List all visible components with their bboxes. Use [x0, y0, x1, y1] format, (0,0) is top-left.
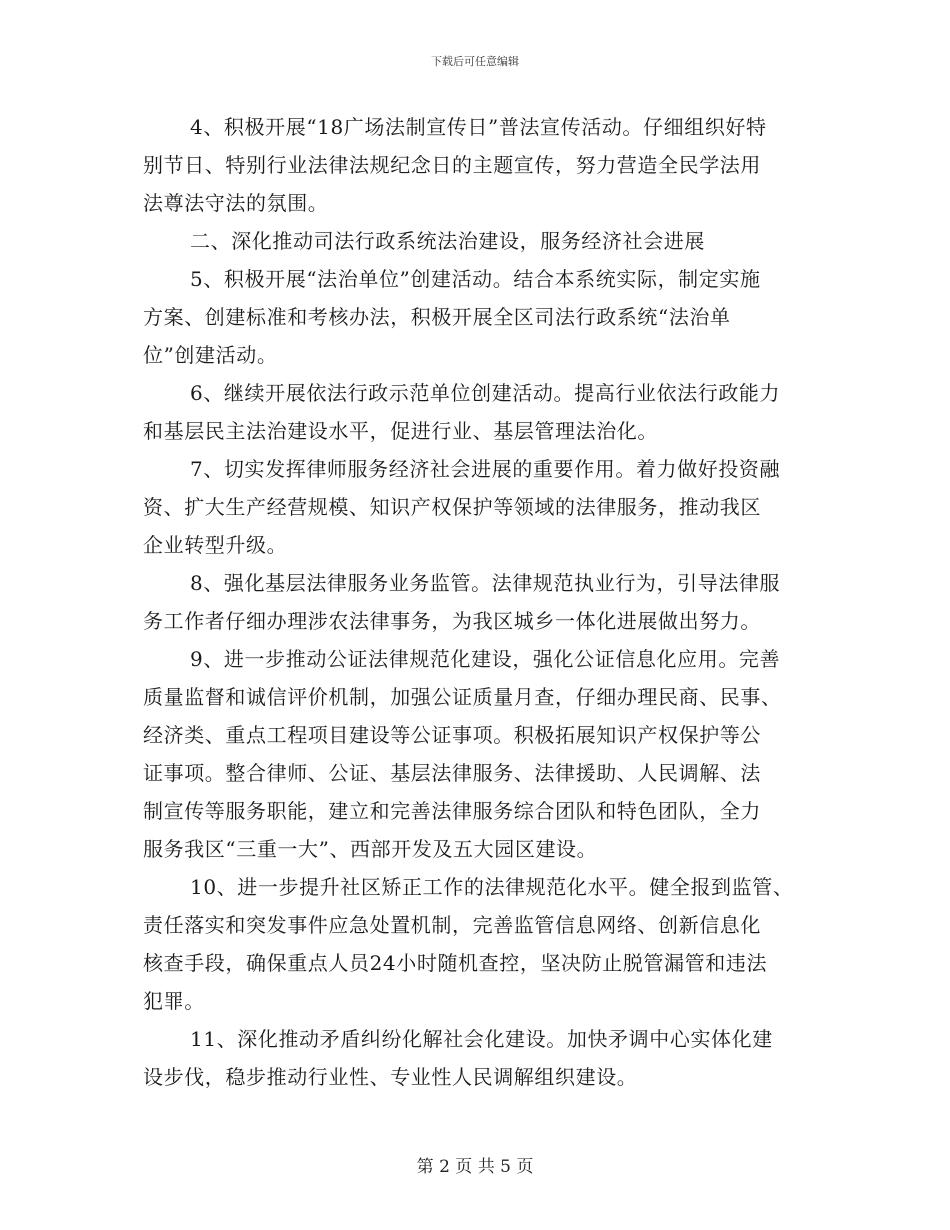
text-line: 质量监督和诚信评价机制，加强公证质量月查，仔细办理民商、民事、 [143, 685, 782, 709]
text-line: 法尊法守法的氛围。 [143, 191, 329, 215]
page-number: 第 2 页 共 5 页 [416, 1157, 534, 1177]
text-line: 和基层民主法治建设水平，促进行业、基层管理法治化。 [143, 419, 658, 443]
text-line: 核查手段，确保重点人员24小时随机查控，坚决防止脱管漏管和违法 [143, 951, 768, 975]
text-line: 4、积极开展“18广场法制宣传日”普法宣传活动。仔细组织好特 [190, 115, 767, 139]
text-line: 务工作者仔细办理涉农法律事务，为我区城乡一体化进展做出努力。 [143, 609, 761, 633]
text-line: 证事项。整合律师、公证、基层法律服务、法律援助、人民调解、法 [143, 761, 761, 785]
document-body [143, 108, 813, 1096]
text-line: 6、继续开展依法行政示范单位创建活动。提高行业依法行政能力 [190, 381, 781, 405]
text-line: 经济类、重点工程项目建设等公证事项。积极拓展知识产权保护等公 [143, 723, 761, 747]
text-line: 别节日、特别行业法律法规纪念日的主题宣传，努力营造全民学法用 [143, 153, 761, 177]
text-line: 犯罪。 [143, 989, 205, 1013]
text-line: 责任落实和突发事件应急处置机制，完善监管信息网络、创新信息化 [143, 913, 761, 937]
text-line: 位”创建活动。 [143, 343, 278, 367]
text-line: 制宣传等服务职能，建立和完善法律服务综合团队和特色团队，全力 [143, 799, 761, 823]
text-line: 服务我区“三重一大”、西部开发及五大园区建设。 [143, 837, 598, 861]
text-line: 方案、创建标准和考核办法，积极开展全区司法行政系统“法治单 [143, 305, 731, 329]
text-line: 8、强化基层法律服务业务监管。法律规范执业行为，引导法律服 [190, 571, 781, 595]
text-line: 5、积极开展“法治单位”创建活动。结合本系统实际，制定实施 [190, 267, 761, 291]
text-line: 企业转型升级。 [143, 533, 288, 557]
text-line: 二、深化推动司法行政系统法治建设，服务经济社会进展 [190, 229, 705, 253]
text-line: 资、扩大生产经营规模、知识产权保护等领域的法律服务，推动我区 [143, 495, 761, 519]
page-header: 下载后可任意编辑 [431, 55, 519, 68]
text-line: 10、进一步提升社区矫正工作的法律规范化水平。健全报到监管、 [190, 875, 794, 899]
text-line: 7、切实发挥律师服务经济社会进展的重要作用。着力做好投资融 [190, 457, 781, 481]
text-line: 11、深化推动矛盾纠纷化解社会化建设。加快矛调中心实体化建 [190, 1027, 773, 1051]
text-line: 9、进一步推动公证法律规范化建设，强化公证信息化应用。完善 [190, 647, 781, 671]
text-line: 设步伐，稳步推动行业性、专业性人民调解组织建设。 [143, 1065, 638, 1089]
